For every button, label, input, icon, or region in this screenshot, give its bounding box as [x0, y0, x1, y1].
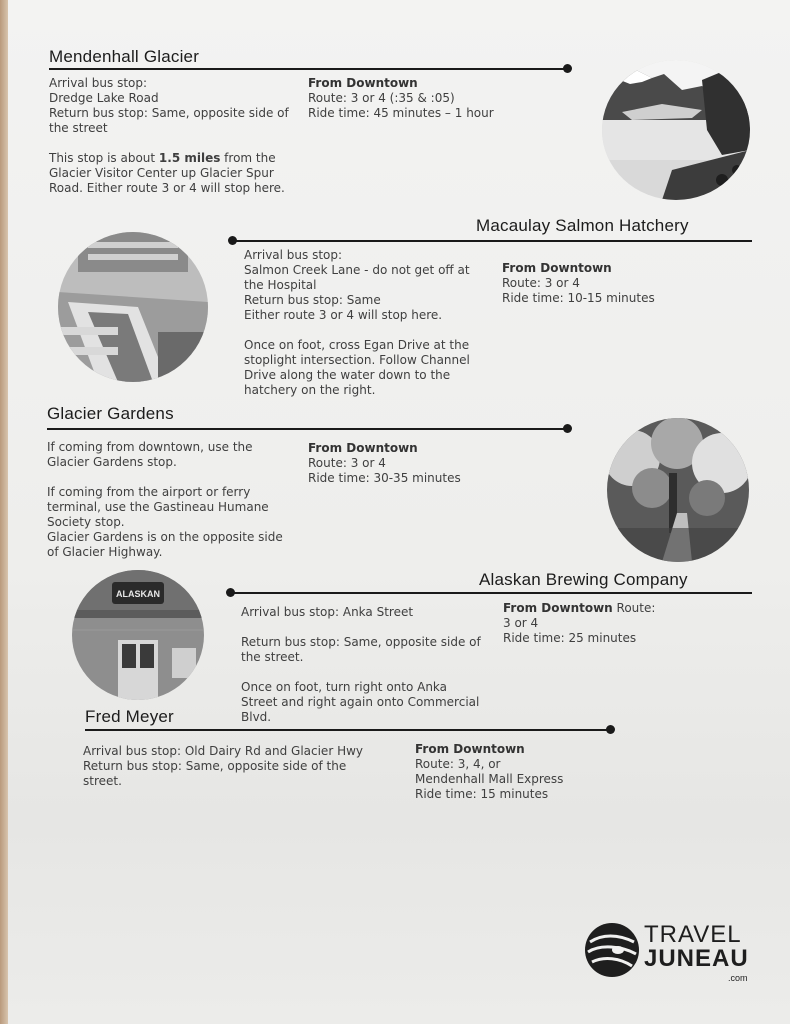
- route-info: Route: 3 or 4: [502, 276, 580, 290]
- arrival-value: Dredge Lake Road: [49, 91, 159, 105]
- gardens-directions: [47, 440, 292, 560]
- section-divider: [230, 592, 752, 594]
- section-title-macaulay: Macaulay Salmon Hatchery: [476, 216, 689, 235]
- ride-time: Ride time: 15 minutes: [415, 787, 549, 801]
- gardens-from-downtown: [308, 441, 508, 486]
- salmon-hatchery-photo: [58, 232, 208, 382]
- ride-time: Ride time: 25 minutes: [503, 631, 637, 645]
- logo-word-travel: TRAVEL: [644, 921, 742, 948]
- route-info: Route: 3 or 4: [308, 456, 386, 470]
- logo-word-juneau: JUNEAU: [644, 945, 749, 972]
- route-info-cont: Mendenhall Mall Express: [415, 772, 564, 786]
- arrival-stop: Arrival bus stop: Old Dairy Rd and Glacier Hwy: [83, 744, 364, 758]
- from-downtown-label: From Downtown: [415, 742, 525, 756]
- logo-suffix: .com: [728, 973, 748, 983]
- return-stop: Return bus stop: Same, opposite side of the street.: [83, 759, 347, 788]
- arrival-value: Salmon Creek Lane - do not get off at the Hospital: [244, 263, 470, 292]
- arrival-stop: Arrival bus stop: Anka Street: [241, 605, 414, 619]
- macaulay-directions: [244, 248, 484, 398]
- divider-end-dot: [606, 725, 615, 734]
- arrival-label: Arrival bus stop:: [49, 76, 148, 90]
- return-stop: Return bus stop: Same, opposite side of the street.: [241, 635, 481, 664]
- divider-end-dot: [563, 64, 572, 73]
- section-title-brewing: Alaskan Brewing Company: [479, 570, 688, 589]
- distance-note: This stop is about 1.5 miles from the Glacier Visitor Center up Glacier Spur Road. Either route 3 or 4 will stop here.: [49, 151, 285, 195]
- section-title-gardens: Glacier Gardens: [47, 404, 174, 423]
- walking-note: Once on foot, cross Egan Drive at the stoplight intersection. Follow Channel Drive along the water down to the hatchery on the right.: [244, 338, 470, 397]
- arrival-label: Arrival bus stop:: [244, 248, 343, 262]
- logo-mark-icon: [582, 920, 642, 980]
- section-divider: [232, 240, 752, 242]
- section-divider: [85, 729, 610, 731]
- brewing-directions: [241, 605, 481, 725]
- fredmeyer-directions: [83, 744, 383, 789]
- from-downtown-label: From Downtown: [308, 441, 418, 455]
- fredmeyer-from-downtown: [415, 742, 615, 802]
- paper-edge-shadow: [0, 0, 8, 1024]
- mendenhall-from-downtown: [308, 76, 508, 121]
- route-note: Either route 3 or 4 will stop here.: [244, 308, 443, 322]
- alaskan-brewing-photo: [72, 570, 204, 700]
- walking-note: Once on foot, turn right onto Anka Street and right again onto Commercial Blvd.: [241, 680, 480, 724]
- airport-instruction: If coming from the airport or ferry terminal, use the Gastineau Humane Society stop.: [47, 485, 269, 529]
- travel-juneau-logo: [582, 918, 752, 984]
- brewery-sign-text: ALASKAN: [116, 589, 160, 599]
- ride-time: Ride time: 10-15 minutes: [502, 291, 655, 305]
- glacier-gardens-photo: [607, 418, 749, 562]
- location-note: Glacier Gardens is on the opposite side of Glacier Highway.: [47, 530, 283, 559]
- section-divider: [49, 68, 567, 70]
- route-info: Route: 3 or 4 (:35 & :05): [308, 91, 455, 105]
- divider-end-dot: [563, 424, 572, 433]
- from-downtown-label: From Downtown: [502, 261, 612, 275]
- ride-time: Ride time: 45 minutes – 1 hour: [308, 106, 494, 120]
- from-downtown-label: From Downtown: [503, 601, 613, 615]
- section-title-mendenhall: Mendenhall Glacier: [49, 47, 200, 66]
- brewing-from-downtown: [503, 601, 663, 646]
- mendenhall-directions: [49, 76, 294, 196]
- route-info: Route: 3, 4, or: [415, 757, 501, 771]
- from-downtown-label: From Downtown: [308, 76, 418, 90]
- mendenhall-glacier-photo: [602, 60, 750, 200]
- section-divider: [47, 428, 567, 430]
- macaulay-from-downtown: [502, 261, 702, 306]
- return-stop: Return bus stop: Same: [244, 293, 381, 307]
- route-info: 3 or 4: [503, 616, 539, 630]
- downtown-instruction: If coming from downtown, use the Glacier Gardens stop.: [47, 440, 253, 469]
- return-stop: Return bus stop: Same, opposite side of the street: [49, 106, 289, 135]
- section-title-fredmeyer: Fred Meyer: [85, 707, 174, 726]
- ride-time: Ride time: 30-35 minutes: [308, 471, 461, 485]
- route-label: Route:: [612, 601, 656, 615]
